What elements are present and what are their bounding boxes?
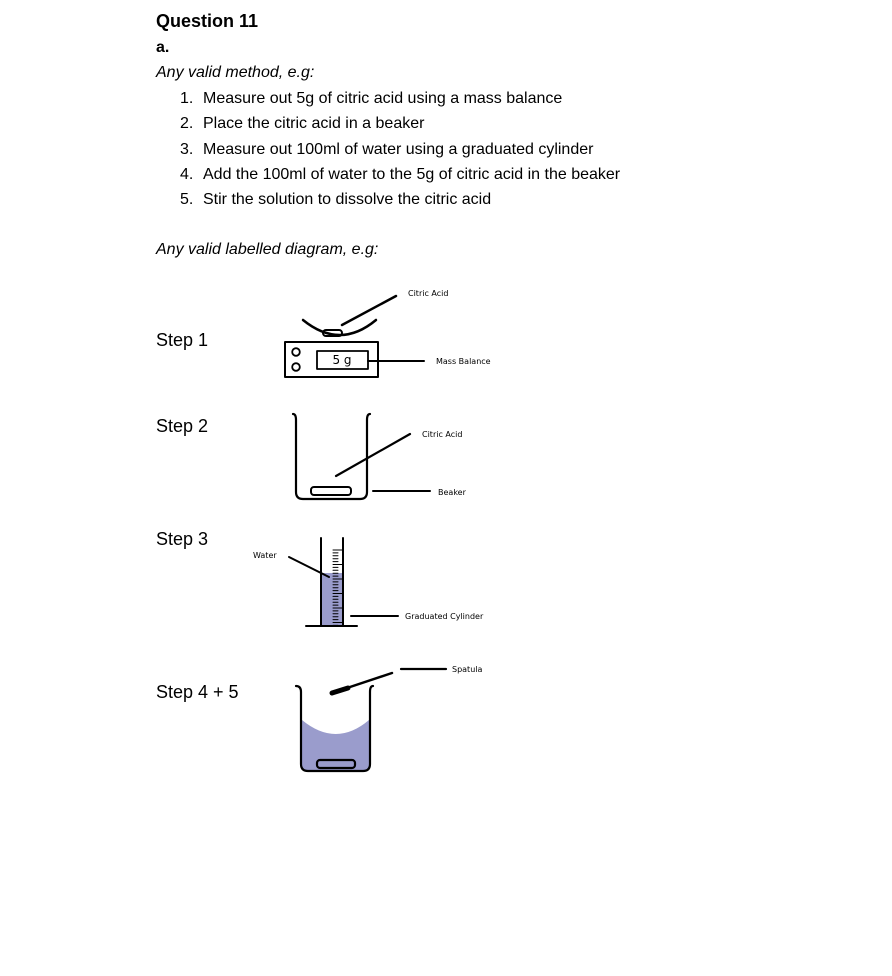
- balance-display-reading: 5 g: [332, 353, 352, 367]
- label-beaker: Beaker: [438, 488, 466, 497]
- mass-balance-illustration: [285, 296, 424, 377]
- method-step-number: 4.: [180, 165, 194, 183]
- method-intro: Any valid method, e.g:: [156, 64, 315, 81]
- solution-liquid: [302, 720, 369, 770]
- question-title: Question 11: [156, 11, 259, 31]
- step-1-label: Step 1: [156, 330, 209, 350]
- label-spatula: Spatula: [452, 665, 483, 674]
- balance-button-icon: [292, 348, 300, 356]
- graduated-cylinder-illustration: [289, 538, 398, 626]
- method-step-text: Measure out 5g of citric acid using a mass balance: [203, 90, 563, 107]
- method-step-text: Measure out 100ml of water using a graduated cylinder: [203, 140, 594, 158]
- label-citric-acid-2: Citric Acid: [422, 430, 463, 439]
- label-citric-acid-1: Citric Acid: [408, 289, 449, 298]
- beaker-illustration: [293, 414, 430, 499]
- method-step-text: Add the 100ml of water to the 5g of citric acid in the beaker: [203, 165, 621, 183]
- part-label: a.: [156, 39, 170, 56]
- method-step-number: 2.: [180, 115, 194, 133]
- label-graduated-cylinder: Graduated Cylinder: [405, 612, 484, 621]
- solution-beaker-illustration: [296, 669, 446, 771]
- label-mass-balance: Mass Balance: [436, 357, 491, 366]
- citric-acid-sample: [311, 487, 351, 495]
- method-step-text: Stir the solution to dissolve the citric acid: [203, 191, 492, 209]
- water-in-cylinder: [322, 573, 342, 626]
- diagram-intro: Any valid labelled diagram, e.g:: [156, 241, 379, 258]
- balance-button-icon: [292, 363, 300, 371]
- method-step-number: 3.: [180, 140, 194, 158]
- method-step-number: 5.: [180, 191, 194, 209]
- step-2-label: Step 2: [156, 416, 209, 436]
- step-3-label: Step 3: [156, 529, 209, 549]
- label-water: Water: [253, 551, 277, 560]
- step-4-5-label: Step 4 + 5: [156, 682, 239, 702]
- method-step-number: 1.: [180, 90, 194, 107]
- method-step-text: Place the citric acid in a beaker: [203, 115, 425, 133]
